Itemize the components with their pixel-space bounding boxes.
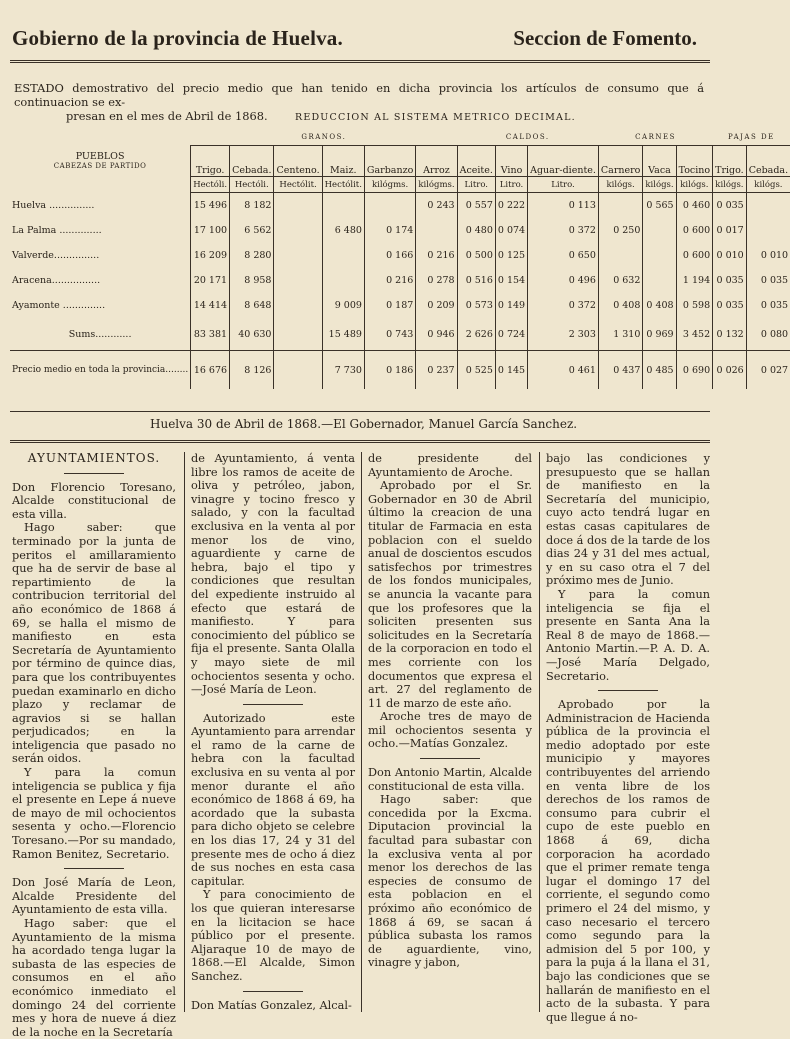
unit-header: kilógs. [598, 177, 642, 193]
table-cell: 8 958 [230, 268, 274, 293]
estado-line1: ESTADO demostrativo del precio medio que han tenido en dicha provincia los artículos de consumo que á continuacion se ex- [14, 81, 704, 109]
notice-divider [243, 991, 303, 992]
table-cell: 0 632 [598, 268, 642, 293]
column-header: Trigo. [713, 146, 747, 177]
table-row [10, 243, 790, 268]
table-cell [746, 193, 790, 219]
table-cell: 0 557 [457, 193, 495, 219]
unit-header: Litro. [495, 177, 527, 193]
c4-para: Y para la comun inteligencia se fija el presente en Santa Ana la Real 8 de mayo de 1868.—Antonio Martin.—P. A. D. A.—José María Delgado, Secretario. [546, 587, 710, 683]
table-cell: 0 496 [528, 268, 599, 293]
table-cell: 1 310 [598, 318, 642, 351]
unit-header: Hectóli. [230, 177, 274, 193]
table-cell: 0 035 [713, 293, 747, 318]
notice-divider [420, 758, 480, 759]
c2-para: de Ayuntamiento, á venta libre los ramos de aceite de oliva y petróleo, jabon, vinagre y tocino fresco y salado, y con la facultad exclusiva en la venta al por menor los de vino, aguardiente y carne de hebra, bajo el tipo y condiciones que resultan del expediente instruido al efecto que estará de manifiesto. Y para conocimiento del público se fija el presente. Santa Olalla y mayo siete de mil ochocientos sesenta y ocho.—José María de Leon. [191, 452, 355, 697]
unit-header: Litro. [528, 177, 599, 193]
cabezas-label: CABEZAS DE PARTIDO [53, 162, 147, 171]
c3-para: Aprobado por el Sr. Gobernador en 30 de Abril último la creacion de una titular de Farmacia en esta poblacion con el sueldo anual de doscientos escudos satisfechos por trimestres de los fondos municipales, se anuncia la vacante para que los profesores que la soliciten presenten sus solicitudes en la Secretaría de la corporacion en todo el mes corriente con los documentos que expresa el art. 27 del reglamento de 11 de marzo de este año. [368, 479, 532, 710]
table-row [10, 351, 790, 390]
table-cell: 0 125 [495, 243, 527, 268]
table-cell: 0 500 [457, 243, 495, 268]
table-cell [274, 351, 322, 390]
table-cell [274, 193, 322, 219]
table-cell: 0 598 [676, 293, 713, 318]
table-cell: 0 278 [416, 268, 457, 293]
pueblos-label: PUEBLOS [75, 151, 125, 163]
row-name: Ayamonte .............. [12, 300, 106, 311]
table-cell: 0 017 [713, 218, 747, 243]
header-section: Seccion de Fomento. [513, 26, 697, 50]
table-cell [274, 243, 322, 268]
table-cell: 0 437 [598, 351, 642, 390]
unit-header: kilógs. [676, 177, 713, 193]
notice-divider [598, 690, 658, 691]
table-cell: 0 027 [746, 351, 790, 390]
row-name: Valverde............... [12, 250, 100, 261]
table-cell: 0 035 [746, 293, 790, 318]
table-cell [643, 218, 676, 243]
table-cell: 0 010 [713, 243, 747, 268]
c3-para: Don Antonio Martin, Alcalde constitucional de esta villa. [368, 766, 532, 793]
table-cell [322, 193, 364, 219]
table-cell: 0 010 [746, 243, 790, 268]
table-cell: 0 743 [364, 318, 415, 351]
table-cell [643, 268, 676, 293]
column-2 [191, 452, 355, 1012]
table-cell: 8 280 [230, 243, 274, 268]
table-cell: 0 243 [416, 193, 457, 219]
c2-para: Y para conocimiento de los que quieran interesarse en la licitacion se hace público por el presente. Aljaraque 10 de mayo de 1868.—El Alcalde, Simon Sanchez. [191, 888, 355, 983]
table-cell: 6 480 [322, 218, 364, 243]
notice-divider [243, 704, 303, 705]
table-cell: 0 166 [364, 243, 415, 268]
table-cell: 17 100 [191, 218, 230, 243]
table-cell: 0 074 [495, 218, 527, 243]
table-cell: 0 035 [746, 268, 790, 293]
c2-para: Autorizado este Ayuntamiento para arrendar el ramo de la carne de hebra con la facultad exclusiva en su venta al por menor durante el año económico de 1868 á 69, ha acordado que la subasta para dicho objeto se celebre en los dias 17, 24 y 31 del presente mes de ocho á diez de sus noches en esta casa capitular. [191, 711, 355, 888]
table-row [10, 193, 790, 219]
pueblos-header [10, 129, 191, 193]
estado-line2: presan en el mes de Abril de 1868. [66, 109, 268, 123]
table-cell: 15 496 [191, 193, 230, 219]
table-row [10, 218, 790, 243]
table-cell: 0 485 [643, 351, 676, 390]
table-cell: 2 626 [457, 318, 495, 351]
c3-para: Aroche tres de mayo de mil ochocientos sesenta y ocho.—Matías Gonzalez. [368, 710, 532, 751]
table-cell: 20 171 [191, 268, 230, 293]
header-rule [10, 60, 710, 63]
table-row [10, 293, 790, 318]
unit-header: Hectóli. [191, 177, 230, 193]
unit-header: Hectólit. [274, 177, 322, 193]
table-cell: 0 460 [676, 193, 713, 219]
table-cell: 0 174 [364, 218, 415, 243]
c1-para: Hago saber: que terminado por la junta de peritos el amillaramiento que ha de servir de base al repartimiento de la contribucion territorial del año económico de 1868 á 69, se halla el mismo de manifiesto en esta Secretaría de Ayuntamiento por término de quince dias, para que los contribuyentes puedan examinarlo en dicho plazo y reclamar de agravios si se hallan perjudicados; en la inteligencia que pasado no serán oidos. [12, 521, 176, 766]
table-cell [322, 268, 364, 293]
column-header: Aguar-diente. [528, 146, 599, 177]
column-header: Cebada. [230, 146, 274, 177]
unit-header: kilógms. [364, 177, 415, 193]
table-cell: 0 946 [416, 318, 457, 351]
c4-para: bajo las condiciones y presupuesto que se hallan de manifiesto en la Secretaría del municipio, cuyo acto tendrá lugar en estas casas capitulares de doce á dos de la tarde de los dias 24 y 31 del mes actual, y en su caso otra el 7 del próximo mes de Junio. [546, 452, 710, 588]
table-cell: 0 600 [676, 243, 713, 268]
unit-header: Litro. [457, 177, 495, 193]
table-cell: 6 562 [230, 218, 274, 243]
ayuntamientos-title: AYUNTAMIENTOS. [27, 451, 161, 465]
table-cell [643, 243, 676, 268]
table-cell: 0 250 [598, 218, 642, 243]
table-cell: 16 209 [191, 243, 230, 268]
table-row [10, 268, 790, 293]
table-bottom-rule [10, 411, 710, 412]
table-cell: 0 113 [528, 193, 599, 219]
table-cell [274, 293, 322, 318]
table-cell: 0 372 [528, 218, 599, 243]
c1-para: Hago saber: que el Ayuntamiento de la misma ha acordado tenga lugar la subasta de las especies de consumos en el año económico inmediato el domingo 24 del corriente mes y hora de nueve á diez de la noche en la Secretaría [12, 917, 176, 1039]
row-name: Precio medio en toda la provincia........ [10, 351, 191, 390]
c2-para: Don Matías Gonzalez, Alcal- [191, 998, 352, 1012]
c4-para: Aprobado por la Administracion de Hacienda pública de la provincia el medio adoptado por este municipio y mayores contribuyentes del arriendo en venta libre de los derechos de los ramos de consumo para cubrir el cupo de este pueblo en 1868 á 69, dicha corporacion ha acordado que el primer remate tenga lugar el domingo 17 del corriente, el segundo como primero el 24 del mismo, y caso necesario el tercero como segundo para la admision del 5 por 100, y para la puja á la llana el 31, bajo las condiciones que se hallarán de manifiesto en el acto de la subasta. Y para que llegue á no- [546, 698, 710, 1024]
group-granos: GRANOS. [191, 129, 457, 146]
unit-header: kilógs. [746, 177, 790, 193]
column-header: Cebada. [746, 146, 790, 177]
table-cell [274, 268, 322, 293]
table-cell: 9 009 [322, 293, 364, 318]
table-cell: 0 461 [528, 351, 599, 390]
unit-header: Hectólit. [322, 177, 364, 193]
column-1 [12, 452, 176, 1039]
table-cell [322, 243, 364, 268]
group-carnes: CARNES [598, 129, 712, 146]
table-cell: 16 676 [191, 351, 230, 390]
table-cell [598, 243, 642, 268]
table-cell [598, 193, 642, 219]
table-cell: 0 209 [416, 293, 457, 318]
table-cell: 0 080 [746, 318, 790, 351]
group-pajas: PAJAS DE [713, 129, 790, 146]
table-cell: 0 149 [495, 293, 527, 318]
row-name: La Palma .............. [12, 225, 102, 236]
price-table [10, 129, 790, 389]
column-header: Trigo. [191, 146, 230, 177]
unit-header: kilógs. [713, 177, 747, 193]
table-cell: 0 600 [676, 218, 713, 243]
column-header: Maiz. [322, 146, 364, 177]
column-header: Tocino [676, 146, 713, 177]
column-divider [184, 452, 185, 1012]
table-cell [274, 318, 322, 351]
column-header: Garbanzo [364, 146, 415, 177]
unit-header: kilógms. [416, 177, 457, 193]
table-cell [364, 193, 415, 219]
table-cell: 0 216 [416, 243, 457, 268]
column-3 [368, 452, 532, 970]
table-cell: 0 187 [364, 293, 415, 318]
table-cell: 0 650 [528, 243, 599, 268]
gobernador-signature: Huelva 30 de Abril de 1868.—El Gobernador, Manuel García Sanchez. [150, 417, 578, 431]
table-cell: 1 194 [676, 268, 713, 293]
table-cell: 8 182 [230, 193, 274, 219]
table-row [10, 318, 790, 351]
table-cell: 0 035 [713, 268, 747, 293]
row-name: Aracena................ [12, 275, 101, 286]
c1-para: Don Florencio Toresano, Alcalde constitucional de esta villa. [12, 480, 176, 521]
table-cell: 0 408 [598, 293, 642, 318]
column-header: Aceite. [457, 146, 495, 177]
table-cell: 40 630 [230, 318, 274, 351]
row-name: Huelva ............... [12, 199, 95, 211]
table-cell: 8 648 [230, 293, 274, 318]
notice-divider [64, 868, 124, 869]
table-cell: 0 690 [676, 351, 713, 390]
group-caldos: CALDOS. [457, 129, 598, 146]
table-cell [416, 218, 457, 243]
column-header: Arroz [416, 146, 457, 177]
title-divider [64, 473, 124, 474]
column-header: Vino [495, 146, 527, 177]
table-cell: 7 730 [322, 351, 364, 390]
table-cell: 2 303 [528, 318, 599, 351]
table-cell: 0 969 [643, 318, 676, 351]
table-cell: 0 186 [364, 351, 415, 390]
column-header: Carnero [598, 146, 642, 177]
table-cell: 0 145 [495, 351, 527, 390]
table-cell: 3 452 [676, 318, 713, 351]
table-cell: 0 480 [457, 218, 495, 243]
table-cell: 0 372 [528, 293, 599, 318]
table-cell [746, 218, 790, 243]
reduccion-label: REDUCCION AL SISTEMA METRICO DECIMAL. [295, 112, 576, 123]
table-cell: 15 489 [322, 318, 364, 351]
table-cell: 0 516 [457, 268, 495, 293]
column-header: Vaca [643, 146, 676, 177]
table-cell: 0 237 [416, 351, 457, 390]
table-cell: 0 222 [495, 193, 527, 219]
table-cell: 0 573 [457, 293, 495, 318]
column-header: Centeno. [274, 146, 322, 177]
table-cell: 0 216 [364, 268, 415, 293]
c1-para: Don José María de Leon, Alcalde Presidente del Ayuntamiento de esta villa. [12, 876, 176, 917]
table-cell: 0 154 [495, 268, 527, 293]
table-cell: 8 126 [230, 351, 274, 390]
table-cell: 0 035 [713, 193, 747, 219]
table-cell: 0 724 [495, 318, 527, 351]
column-divider [361, 452, 362, 1012]
unit-header: kilógs. [643, 177, 676, 193]
header-title: Gobierno de la provincia de Huelva. [12, 26, 343, 50]
table-cell: 14 414 [191, 293, 230, 318]
column-4 [546, 452, 710, 1024]
table-cell: 0 565 [643, 193, 676, 219]
table-cell: 0 132 [713, 318, 747, 351]
section-rule [10, 440, 710, 443]
table-cell: 0 408 [643, 293, 676, 318]
c3-para: Hago saber: que concedida por la Excma. Diputacion provincial la facultad para subastar con la exclusiva venta al por menor los derechos de las especies de consumo de esta poblacion en el próximo año económico de 1868 á 69, se sacan á pública subasta los ramos de aguardiente, vino, vinagre y jabon, [368, 793, 532, 970]
table-cell: 0 525 [457, 351, 495, 390]
column-divider [539, 452, 540, 1012]
row-name: Sums............ [68, 328, 132, 340]
table-cell: 0 026 [713, 351, 747, 390]
table-cell [274, 218, 322, 243]
table-cell: 83 381 [191, 318, 230, 351]
c3-para: de presidente del Ayuntamiento de Aroche. [368, 452, 532, 479]
c1-para: Y para la comun inteligencia se publica y fija el presente en Lepe á nueve de mayo de mil ochocientos sesenta y ocho.—Florencio Toresano.—Por su mandado, Ramon Benitez, Secretario. [12, 766, 176, 861]
